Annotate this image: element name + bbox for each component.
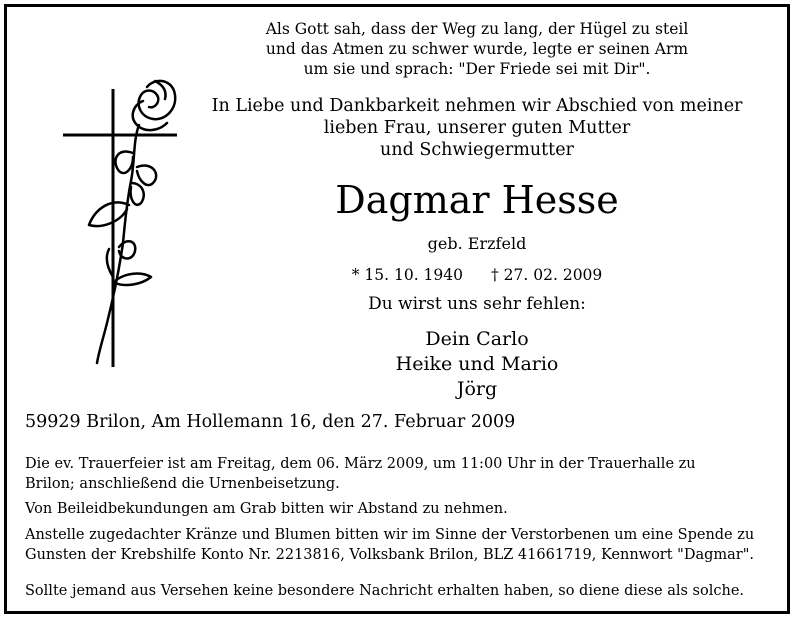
donation-note (25, 525, 785, 565)
notice-note (25, 581, 785, 601)
farewell-line: In Liebe und Dankbarkeit nehmen wir Abschied von meiner (211, 96, 743, 116)
cross-with-rose-icon (55, 71, 185, 371)
poem (207, 19, 747, 79)
signer: Dein Carlo (425, 328, 529, 350)
donation-line: Anstelle zugedachter Kränze und Blumen bitten wir im Sinne der Verstorbenen um eine Spende zu (25, 527, 755, 543)
farewell-line: und Schwiegermutter (380, 140, 574, 160)
poem-line: Als Gott sah, dass der Weg zu lang, der Hügel zu steil (265, 20, 689, 38)
birth-date: * 15. 10. 1940 (351, 266, 463, 284)
poem-line: und das Atmen zu schwer wurde, legte er seinen Arm (265, 40, 689, 58)
farewell-line: lieben Frau, unserer guten Mutter (323, 118, 631, 138)
funeral-info-line: Brilon; anschließend die Urnenbeisetzung. (25, 476, 340, 492)
poem-line: um sie und sprach: "Der Friede sei mit Dir". (303, 60, 651, 78)
missed-line: Du wirst uns sehr fehlen: (368, 294, 586, 314)
deceased-name: Dagmar Hesse (335, 178, 619, 222)
farewell-text (177, 95, 777, 161)
signers (207, 327, 747, 402)
notice-line: Sollte jemand aus Versehen keine besondere Nachricht erhalten haben, so diene diese als solche. (25, 583, 745, 599)
life-dates (207, 264, 747, 286)
condolence-note (25, 499, 785, 519)
address-line: 59929 Brilon, Am Hollemann 16, den 27. Februar 2009 (25, 412, 516, 432)
signer: Jörg (456, 378, 498, 400)
maiden-name: geb. Erzfeld (427, 234, 527, 253)
funeral-info-line: Die ev. Trauerfeier ist am Freitag, dem 06. März 2009, um 11:00 Uhr in der Trauerhalle zu (25, 456, 696, 472)
funeral-info (25, 454, 785, 494)
signer: Heike und Mario (395, 353, 559, 375)
condolence-line: Von Beileidbekundungen am Grab bitten wir Abstand zu nehmen. (25, 501, 508, 517)
donation-line: Gunsten der Krebshilfe Konto Nr. 2213816, Volksbank Brilon, BLZ 41661719, Kennwort "Dagmar". (25, 547, 754, 563)
death-date: † 27. 02. 2009 (491, 266, 603, 284)
obituary-notice (4, 4, 790, 614)
